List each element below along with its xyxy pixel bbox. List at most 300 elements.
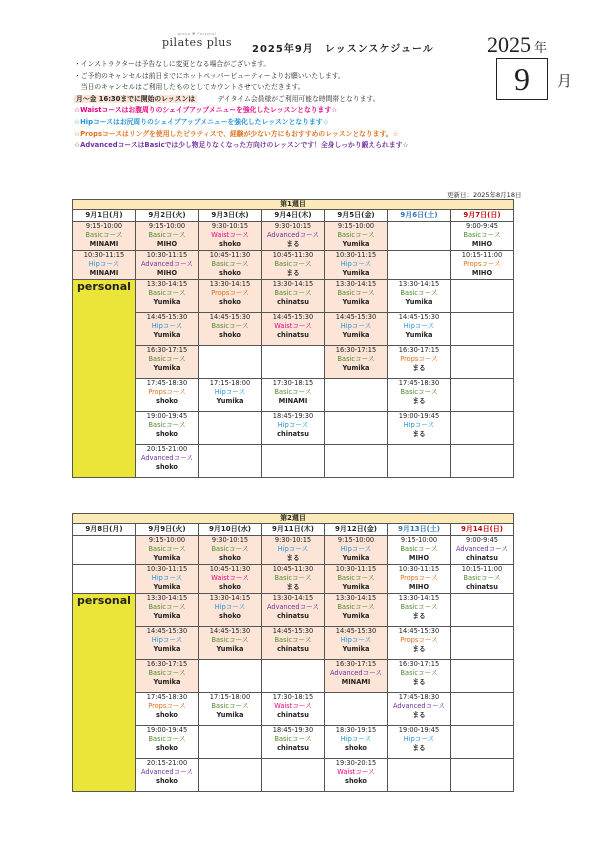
- lesson-instructor: Yumika: [342, 583, 370, 591]
- lesson-course: Basicコース: [148, 231, 186, 239]
- lesson-time: 17:15-18:00: [209, 693, 251, 701]
- lesson-time: 19:00-19:45: [398, 412, 440, 420]
- lesson-slot: [262, 379, 325, 412]
- lesson-slot: [136, 594, 199, 627]
- month-box: 9: [496, 58, 548, 100]
- lesson-instructor: shoko: [219, 331, 241, 339]
- lesson-instructor: Yumika: [153, 298, 181, 306]
- lesson-slot: [136, 660, 199, 693]
- empty-slot: [451, 313, 514, 346]
- lesson-course: Propsコース: [148, 702, 186, 710]
- day-header: 9月5日(金): [325, 210, 388, 222]
- week-label: 第2週目: [73, 514, 514, 524]
- lesson-slot: [136, 280, 199, 313]
- lesson-time: 13:30-14:15: [146, 594, 188, 602]
- lesson-time: 17:15-18:00: [209, 379, 251, 387]
- lesson-course: Basicコース: [85, 231, 123, 239]
- week-header-row: [73, 200, 514, 210]
- empty-slot: [451, 346, 514, 379]
- lesson-course: Basicコース: [337, 574, 375, 582]
- lesson-instructor: Yumika: [153, 331, 181, 339]
- lesson-course: Basicコース: [148, 421, 186, 429]
- lesson-time: 20:15-21:00: [146, 759, 188, 767]
- lesson-time: 9:15-10:00: [337, 222, 375, 230]
- lesson-instructor: MIHO: [156, 269, 178, 277]
- lesson-instructor: まる: [286, 269, 300, 277]
- lesson-slot: [388, 379, 451, 412]
- lesson-time: 9:30-10:15: [274, 536, 312, 544]
- lesson-course: Hipコース: [340, 545, 372, 553]
- empty-slot: [73, 565, 136, 594]
- empty-slot: [262, 346, 325, 379]
- year-unit: 年: [534, 40, 548, 55]
- lesson-instructor: Yumika: [153, 612, 181, 620]
- lesson-instructor: Yumika: [153, 364, 181, 372]
- day-header: 9月3日(水): [199, 210, 262, 222]
- empty-slot: [325, 445, 388, 478]
- lesson-course: Basicコース: [400, 545, 438, 553]
- lesson-slot: [388, 346, 451, 379]
- lesson-instructor: まる: [412, 678, 426, 686]
- lesson-instructor: Yumika: [216, 645, 244, 653]
- lesson-time: 10:30-11:15: [398, 565, 440, 573]
- lesson-slot: [388, 313, 451, 346]
- lesson-instructor: MINAMI: [89, 269, 119, 277]
- table-row: [73, 412, 514, 445]
- lesson-instructor: chinatsu: [277, 430, 309, 438]
- day-header: 9月12日(金): [325, 524, 388, 536]
- lesson-time: 16:30-17:15: [398, 346, 440, 354]
- lesson-time: 10:30-11:15: [83, 251, 125, 259]
- lesson-time: 14:45-15:30: [272, 313, 314, 321]
- personal-label: personal: [73, 594, 136, 792]
- lesson-slot: [199, 280, 262, 313]
- lesson-slot: [388, 627, 451, 660]
- lesson-course: Hipコース: [214, 388, 246, 396]
- lesson-time: 10:15-11:00: [461, 565, 503, 573]
- lesson-time: 9:00-9:45: [466, 222, 498, 230]
- lesson-course: Advancedコース: [140, 768, 194, 776]
- note-line: [74, 94, 409, 106]
- empty-slot: [388, 445, 451, 478]
- lesson-slot: [388, 412, 451, 445]
- lesson-time: 17:45-18:30: [398, 693, 440, 701]
- lesson-instructor: chinatsu: [277, 298, 309, 306]
- lesson-slot: [451, 222, 514, 251]
- day-header: 9月11日(木): [262, 524, 325, 536]
- lesson-instructor: Yumika: [342, 554, 370, 562]
- lesson-instructor: Yumika: [216, 397, 244, 405]
- lesson-instructor: MIHO: [408, 554, 430, 562]
- lesson-time: 10:15-11:00: [461, 251, 503, 259]
- lesson-instructor: chinatsu: [277, 744, 309, 752]
- lesson-slot: [199, 222, 262, 251]
- table-row: [73, 627, 514, 660]
- lesson-instructor: shoko: [345, 777, 367, 785]
- lesson-slot: [262, 627, 325, 660]
- lesson-slot: [136, 251, 199, 280]
- lesson-time: 14:45-15:30: [209, 627, 251, 635]
- lesson-course: Basicコース: [211, 702, 249, 710]
- lesson-slot: [325, 565, 388, 594]
- lesson-instructor: shoko: [156, 777, 178, 785]
- lesson-course: Basicコース: [211, 545, 249, 553]
- lesson-time: 17:45-18:30: [146, 693, 188, 701]
- lesson-slot: [199, 627, 262, 660]
- week-header-row: [73, 514, 514, 524]
- lesson-course: Basicコース: [148, 735, 186, 743]
- lesson-course: Basicコース: [274, 388, 312, 396]
- day-header: 9月8日(月): [73, 524, 136, 536]
- lesson-time: 13:30-14:15: [272, 594, 314, 602]
- lesson-course: Waistコース: [337, 768, 375, 776]
- empty-slot: [199, 726, 262, 759]
- lesson-time: 16:30-17:15: [335, 346, 377, 354]
- lesson-time: 14:45-15:30: [398, 627, 440, 635]
- table-row: [73, 313, 514, 346]
- lesson-course: Basicコース: [274, 260, 312, 268]
- lesson-slot: [262, 565, 325, 594]
- lesson-instructor: Yumika: [342, 298, 370, 306]
- lesson-slot: [199, 313, 262, 346]
- lesson-course: Advancedコース: [266, 603, 320, 611]
- lesson-slot: [262, 222, 325, 251]
- lesson-slot: [388, 660, 451, 693]
- lesson-slot: [325, 594, 388, 627]
- empty-slot: [451, 627, 514, 660]
- lesson-instructor: chinatsu: [277, 711, 309, 719]
- updated-date: 更新日：2025年8月18日: [447, 191, 522, 199]
- lesson-time: 10:30-11:15: [335, 565, 377, 573]
- lesson-course: Basicコース: [211, 322, 249, 330]
- lesson-slot: [199, 594, 262, 627]
- lesson-slot: [136, 379, 199, 412]
- lesson-course: Basicコース: [274, 289, 312, 297]
- table-row: [73, 565, 514, 594]
- empty-slot: [451, 445, 514, 478]
- lesson-time: 9:00-9:45: [466, 536, 498, 544]
- lesson-time: 9:15-10:00: [85, 222, 123, 230]
- lesson-instructor: shoko: [219, 554, 241, 562]
- lesson-course: Basicコース: [400, 388, 438, 396]
- lesson-instructor: まる: [412, 744, 426, 752]
- lesson-time: 14:45-15:30: [398, 313, 440, 321]
- lesson-instructor: まる: [286, 583, 300, 591]
- lesson-time: 10:45-11:30: [209, 251, 251, 259]
- empty-slot: [451, 412, 514, 445]
- lesson-time: 16:30-17:15: [146, 660, 188, 668]
- lesson-course: Basicコース: [337, 355, 375, 363]
- lesson-course: Advancedコース: [455, 545, 509, 553]
- lesson-slot: [325, 627, 388, 660]
- empty-slot: [451, 594, 514, 627]
- lesson-course: Propsコース: [463, 260, 501, 268]
- lesson-slot: [325, 660, 388, 693]
- lesson-time: 9:30-10:15: [211, 222, 249, 230]
- lesson-slot: [73, 222, 136, 251]
- empty-slot: [325, 412, 388, 445]
- lesson-instructor: Yumika: [153, 583, 181, 591]
- lesson-course: Hipコース: [403, 322, 435, 330]
- lesson-instructor: shoko: [219, 240, 241, 248]
- week-label: 第1週目: [73, 200, 514, 210]
- lesson-instructor: Yumika: [153, 678, 181, 686]
- day-header: 9月4日(木): [262, 210, 325, 222]
- lesson-slot: [199, 565, 262, 594]
- lesson-course: Advancedコース: [392, 702, 446, 710]
- lesson-instructor: shoko: [219, 298, 241, 306]
- day-header-row: [73, 210, 514, 222]
- empty-slot: [388, 759, 451, 792]
- lesson-course: Hipコース: [151, 574, 183, 582]
- day-header: 9月9日(火): [136, 524, 199, 536]
- lesson-slot: [262, 313, 325, 346]
- lesson-instructor: shoko: [219, 269, 241, 277]
- lesson-time: 18:45-19:30: [272, 726, 314, 734]
- lesson-course: Basicコース: [400, 603, 438, 611]
- logo: [156, 32, 238, 49]
- lesson-instructor: まる: [412, 645, 426, 653]
- lesson-instructor: まる: [286, 554, 300, 562]
- lesson-course: Basicコース: [211, 260, 249, 268]
- lesson-instructor: Yumika: [342, 240, 370, 248]
- lesson-slot: [136, 759, 199, 792]
- lesson-instructor: chinatsu: [277, 612, 309, 620]
- lesson-time: 10:30-11:15: [146, 565, 188, 573]
- table-row: [73, 759, 514, 792]
- lesson-slot: [136, 222, 199, 251]
- lesson-time: 17:30-18:15: [272, 379, 314, 387]
- table-row: [73, 222, 514, 251]
- empty-slot: [388, 251, 451, 280]
- lesson-slot: [262, 251, 325, 280]
- lesson-instructor: Yumika: [153, 554, 181, 562]
- lesson-instructor: MINAMI: [341, 678, 371, 686]
- lesson-slot: [325, 759, 388, 792]
- lesson-slot: [325, 222, 388, 251]
- lesson-time: 14:45-15:30: [209, 313, 251, 321]
- lesson-slot: [199, 693, 262, 726]
- lesson-time: 18:45-19:30: [272, 412, 314, 420]
- empty-slot: [451, 379, 514, 412]
- empty-slot: [451, 759, 514, 792]
- table-row: [73, 251, 514, 280]
- lesson-course: Advancedコース: [329, 669, 383, 677]
- lesson-course: Advancedコース: [140, 454, 194, 462]
- lesson-slot: [325, 251, 388, 280]
- lesson-instructor: MIHO: [471, 240, 493, 248]
- lesson-instructor: Yumika: [153, 645, 181, 653]
- lesson-instructor: MINAMI: [278, 397, 308, 405]
- day-header: 9月14日(日): [451, 524, 514, 536]
- lesson-time: 13:30-14:15: [146, 280, 188, 288]
- lesson-instructor: chinatsu: [466, 554, 498, 562]
- lesson-slot: [136, 445, 199, 478]
- lesson-course: Basicコース: [337, 231, 375, 239]
- lesson-slot: [136, 693, 199, 726]
- lesson-time: 16:30-17:15: [398, 660, 440, 668]
- year-label: [487, 32, 547, 58]
- lesson-time: 13:30-14:15: [272, 280, 314, 288]
- empty-slot: [199, 660, 262, 693]
- lesson-instructor: まる: [412, 397, 426, 405]
- lesson-course: Basicコース: [148, 545, 186, 553]
- lesson-slot: [388, 536, 451, 565]
- lesson-time: 19:00-19:45: [398, 726, 440, 734]
- lesson-time: 13:30-14:15: [398, 280, 440, 288]
- lesson-slot: [199, 536, 262, 565]
- waist-note: ☆Waistコースはお腹周りのシェイプアップメニューを強化したレッスンとなります☆: [74, 106, 338, 115]
- lesson-time: 19:00-19:45: [146, 726, 188, 734]
- lesson-course: Propsコース: [211, 289, 249, 297]
- lesson-slot: [388, 280, 451, 313]
- lesson-time: 19:00-19:45: [146, 412, 188, 420]
- lesson-slot: [262, 280, 325, 313]
- lesson-instructor: shoko: [156, 463, 178, 471]
- lesson-course: Propsコース: [148, 388, 186, 396]
- lesson-time: 14:45-15:30: [335, 313, 377, 321]
- lesson-slot: [262, 412, 325, 445]
- lesson-slot: [451, 536, 514, 565]
- lesson-instructor: Yumika: [342, 269, 370, 277]
- day-header: 9月10日(水): [199, 524, 262, 536]
- lesson-time: 9:15-10:00: [337, 536, 375, 544]
- empty-slot: [73, 536, 136, 565]
- table-row: [73, 536, 514, 565]
- empty-slot: [262, 759, 325, 792]
- lesson-instructor: Yumika: [405, 298, 433, 306]
- lesson-slot: [262, 726, 325, 759]
- week-2-schedule: [72, 513, 514, 792]
- empty-slot: [262, 660, 325, 693]
- day-header: 9月2日(火): [136, 210, 199, 222]
- lesson-time: 10:30-11:15: [146, 251, 188, 259]
- week-1-schedule: [72, 199, 514, 478]
- empty-slot: [199, 759, 262, 792]
- lesson-time: 9:30-10:15: [274, 222, 312, 230]
- lesson-slot: [451, 565, 514, 594]
- page-title: 2025年9月 レッスンスケジュール: [252, 44, 434, 55]
- lesson-time: 13:30-14:15: [209, 280, 251, 288]
- lesson-course: Propsコース: [400, 636, 438, 644]
- lesson-slot: [136, 313, 199, 346]
- lesson-course: Hipコース: [403, 735, 435, 743]
- lesson-course: Waistコース: [274, 322, 312, 330]
- lesson-course: Hipコース: [88, 260, 120, 268]
- lesson-course: Hipコース: [340, 735, 372, 743]
- lesson-time: 13:30-14:15: [398, 594, 440, 602]
- lesson-time: 16:30-17:15: [146, 346, 188, 354]
- lesson-slot: [388, 565, 451, 594]
- lesson-instructor: まる: [286, 240, 300, 248]
- lesson-course: Propsコース: [400, 355, 438, 363]
- advanced-note: ☆AdvancedコースはBasicでは少し物足りなくなった方向けのレッスンです！全身しっかり鍛えられます☆: [74, 141, 409, 150]
- year-value: 2025: [487, 32, 531, 57]
- table-row: [73, 445, 514, 478]
- lesson-course: Waistコース: [274, 702, 312, 710]
- lesson-course: Waistコース: [211, 231, 249, 239]
- day-header: 9月1日(月): [73, 210, 136, 222]
- lesson-instructor: Yumika: [342, 331, 370, 339]
- empty-slot: [451, 726, 514, 759]
- lesson-time: 9:15-10:00: [400, 536, 438, 544]
- lesson-course: Hipコース: [151, 636, 183, 644]
- lesson-course: Hipコース: [340, 636, 372, 644]
- lesson-time: 13:30-14:15: [335, 594, 377, 602]
- lesson-instructor: shoko: [156, 711, 178, 719]
- lesson-slot: [136, 412, 199, 445]
- note-line: 当日のキャンセルはご利用したものとしてカウントさせていただきます。: [74, 83, 305, 92]
- lesson-slot: [136, 627, 199, 660]
- lesson-instructor: Yumika: [405, 331, 433, 339]
- empty-slot: [451, 280, 514, 313]
- note-line: ・インストラクターは予告なしに変更となる場合がございます。: [74, 60, 271, 68]
- lesson-time: 14:45-15:30: [335, 627, 377, 635]
- lesson-course: Hipコース: [151, 322, 183, 330]
- lesson-course: Basicコース: [274, 636, 312, 644]
- lesson-time: 20:15-21:00: [146, 445, 188, 453]
- lesson-time: 14:45-15:30: [146, 313, 188, 321]
- lesson-instructor: shoko: [219, 612, 241, 620]
- lesson-time: 17:45-18:30: [146, 379, 188, 387]
- day-header: 9月13日(土): [388, 524, 451, 536]
- table-row: [73, 280, 514, 313]
- lesson-slot: [325, 346, 388, 379]
- props-note: ☆Propsコースはリングを使用したピラティスで、経験が少ない方にもおすすめのレッスンとなります。☆: [74, 129, 399, 138]
- personal-label: personal: [73, 280, 136, 478]
- empty-slot: [451, 693, 514, 726]
- lesson-slot: [388, 594, 451, 627]
- lesson-instructor: まる: [412, 711, 426, 719]
- note-text: デイタイム会員様がご利用可能な時間帯となります。: [197, 94, 380, 103]
- table-row: [73, 594, 514, 627]
- empty-slot: [325, 379, 388, 412]
- lesson-time: 19:30-20:15: [335, 759, 377, 767]
- month-unit: 月: [557, 74, 573, 90]
- lesson-instructor: shoko: [156, 744, 178, 752]
- lesson-instructor: Yumika: [342, 364, 370, 372]
- lesson-course: Basicコース: [274, 574, 312, 582]
- lesson-course: Basicコース: [211, 636, 249, 644]
- lesson-instructor: Yumika: [342, 612, 370, 620]
- empty-slot: [451, 660, 514, 693]
- lesson-course: Basicコース: [400, 289, 438, 297]
- lesson-course: Advancedコース: [266, 231, 320, 239]
- lesson-slot: [136, 565, 199, 594]
- lesson-slot: [136, 536, 199, 565]
- lesson-slot: [325, 280, 388, 313]
- lesson-slot: [325, 536, 388, 565]
- empty-slot: [325, 693, 388, 726]
- lesson-instructor: まる: [412, 430, 426, 438]
- lesson-time: 10:45-11:30: [272, 251, 314, 259]
- lesson-instructor: chinatsu: [277, 331, 309, 339]
- lesson-instructor: MIHO: [156, 240, 178, 248]
- lesson-time: 18:30-19:15: [335, 726, 377, 734]
- lesson-instructor: まる: [412, 364, 426, 372]
- lesson-course: Basicコース: [337, 603, 375, 611]
- lesson-slot: [136, 726, 199, 759]
- lesson-course: Basicコース: [463, 574, 501, 582]
- lesson-course: Hipコース: [277, 545, 309, 553]
- lesson-time: 9:15-10:00: [148, 536, 186, 544]
- lesson-time: 17:30-18:15: [272, 693, 314, 701]
- lesson-instructor: Yumika: [342, 645, 370, 653]
- lesson-course: Propsコース: [400, 574, 438, 582]
- empty-slot: [199, 412, 262, 445]
- lesson-instructor: まる: [412, 612, 426, 620]
- lesson-instructor: chinatsu: [277, 645, 309, 653]
